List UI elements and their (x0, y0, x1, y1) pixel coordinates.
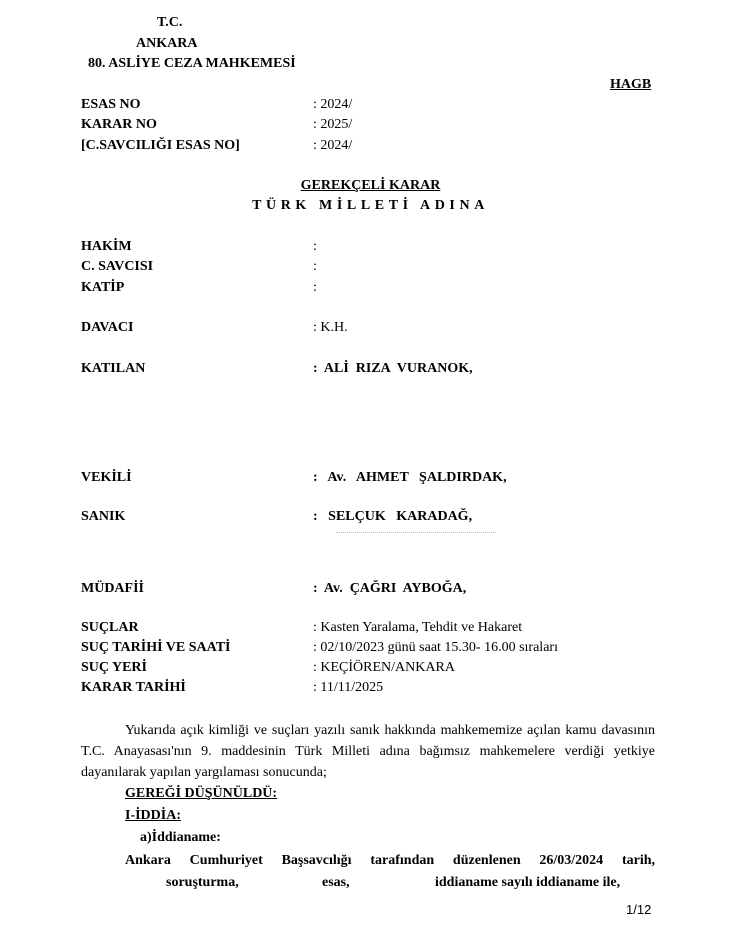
header-tc: T.C. (157, 15, 183, 30)
iddianame-heading: a)İddianame: (140, 830, 221, 845)
iddianame-line-2c: iddianame sayılı iddianame ile, (435, 875, 621, 890)
esas-no-value: : 2024/ (313, 97, 353, 112)
vekili-value: : Av. AHMET ŞALDIRDAK, (313, 470, 507, 485)
header-city: ANKARA (136, 36, 198, 51)
page-number: 1/12 (626, 902, 652, 917)
header-tag: HAGB (610, 77, 652, 92)
document-subtitle: TÜRK MİLLETİ ADINA (252, 198, 489, 213)
suc-yeri-label: SUÇ YERİ (81, 660, 147, 675)
suclar-value: : Kasten Yaralama, Tehdit ve Hakaret (313, 620, 523, 635)
hakim-value: : (313, 239, 317, 254)
sanik-value: : SELÇUK KARADAĞ, (313, 509, 473, 524)
intro-paragraph (81, 720, 655, 783)
vekili-label: VEKİLİ (81, 470, 132, 485)
katip-value: : (313, 280, 317, 295)
katilan-value: : ALİ RIZA VURANOK, (313, 361, 473, 376)
suc-tarihi-label: SUÇ TARİHİ VE SAATİ (81, 640, 231, 655)
gereği-heading: GEREĞİ DÜŞÜNÜLDÜ: (125, 786, 278, 801)
davaci-value: : K.H. (313, 320, 348, 335)
redaction-dots (336, 532, 496, 535)
document-title: GEREKÇELİ KARAR (300, 178, 441, 193)
iddianame-line-1: Ankara Cumhuriyet Başsavcılığı tarafından düzenlenen 26/03/2024 tarih, (125, 853, 655, 868)
iddianame-line-2b: esas, (322, 875, 350, 890)
sanik-label: SANIK (81, 509, 126, 524)
davaci-label: DAVACI (81, 320, 134, 335)
karar-tarihi-value: : 11/11/2025 (313, 680, 384, 695)
header-court: 80. ASLİYE CEZA MAHKEMESİ (88, 56, 296, 71)
esas-no-label: ESAS NO (81, 97, 141, 112)
savci-label: C. SAVCISI (81, 259, 154, 274)
karar-no-label: KARAR NO (81, 117, 157, 132)
savcilik-esas-no-label: [C.SAVCILIĞI ESAS NO] (81, 138, 240, 153)
intro-text: Yukarıda açık kimliği ve suçları yazılı sanık hakkında mahkememize açılan kamu davasının T.C. Anayasası'nın 9. maddesinin Türk Milleti adına bağımsız mahkemelere verdiği yetkiye dayanılarak yapılan yargılaması sonucunda; (81, 723, 655, 780)
suclar-label: SUÇLAR (81, 620, 139, 635)
savcilik-esas-no-value: : 2024/ (313, 138, 353, 153)
iddianame-line-2a: soruşturma, (166, 875, 239, 890)
mudafii-label: MÜDAFİİ (81, 581, 144, 596)
suc-tarihi-value: : 02/10/2023 günü saat 15.30- 16.00 sıraları (313, 640, 558, 655)
mudafii-value: : Av. ÇAĞRI AYBOĞA, (313, 581, 467, 596)
hakim-label: HAKİM (81, 239, 132, 254)
suc-yeri-value: : KEÇİÖREN/ANKARA (313, 660, 455, 675)
katip-label: KATİP (81, 280, 125, 295)
katilan-label: KATILAN (81, 361, 146, 376)
karar-no-value: : 2025/ (313, 117, 353, 132)
karar-tarihi-label: KARAR TARİHİ (81, 680, 186, 695)
savci-value: : (313, 259, 317, 274)
iddia-heading: I-İDDİA: (125, 808, 181, 823)
